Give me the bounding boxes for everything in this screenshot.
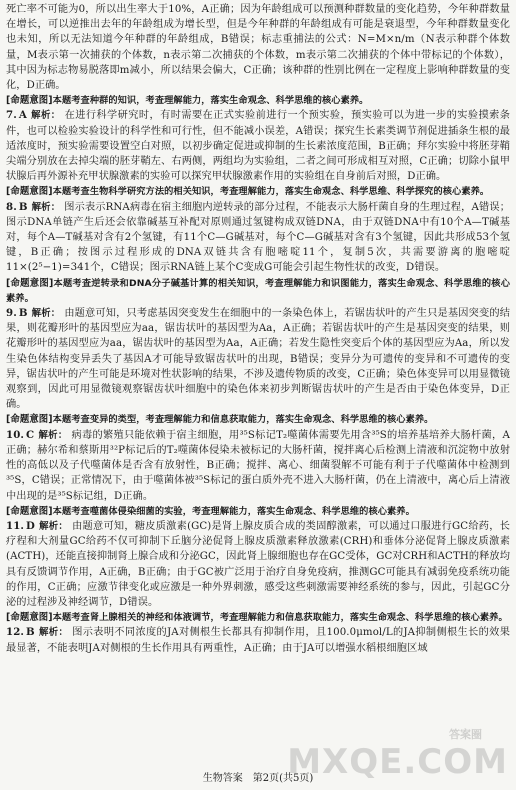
q7-number: 7.	[6, 109, 17, 122]
page-footer: 生物答案 第2页(共5页)	[202, 773, 314, 784]
q11-explanation	[6, 519, 510, 610]
q6-intent	[6, 93, 510, 108]
q12-number: 12.	[6, 626, 25, 639]
q9-text: 由题意可知，只考虑基因突变发生在细胞中的一条染色体上，若锯齿状叶的产生只是基因突变的结果，则花瓣形叶的基因型应为aa，锯齿状叶的基因型为Aa，A正确；若锯齿状叶的产生是基因突变的结果，则花瓣形叶的基因型应为aa，锯齿状叶的基因型为Aa，A正确；若发生隐性突变后个体的基因型应为Aa，所以发生染色体结构变异丢失了基因A才可能导致锯齿状叶的出现，B错误；变异分为可遗传的变异和不可遗传的变异，锯齿状叶的产生可能是环境对性状影响的结果，不涉及遗传物质的改变，C正确；染色体变异可以用显微镜观察到，因此可用显微镜观察锯齿状叶细胞中的染色体来初步判断锯齿状叶的产生是否由于染色体变异，D正确。	[6, 308, 510, 411]
q10-intent-tag: [命题意图]	[6, 505, 53, 517]
q11-intent-tag: [命题意图]	[6, 612, 53, 624]
q10-answer: C	[26, 428, 35, 441]
q8-answer: B	[18, 200, 28, 213]
q6-intent-text: 本题考查种群的知识，考查理解能力，落实生命观念、科学思维的核心素养。	[52, 95, 369, 107]
q12-answer: B	[26, 626, 35, 639]
q7-intent-tag: [命题意图]	[6, 186, 53, 198]
answer-page	[6, 2, 510, 656]
watermark-small: 答案圈	[449, 728, 482, 741]
q6-intent-tag: [命题意图]	[6, 95, 53, 107]
q8-intent-tag: [命题意图]	[6, 277, 54, 289]
q12-explanation	[6, 625, 510, 655]
q9-explanation	[6, 306, 510, 412]
q11-intent	[6, 610, 510, 625]
q8-number: 8.	[6, 200, 17, 213]
q11-text: 由题意可知，糖皮质激素(GC)是肾上腺皮质合成的类固醇激素，可以通过口服进行GC给药，长疗程和大剂量GC给药不仅可抑制下丘脑分泌促肾上腺皮质激素释放激素(CRH)和垂体分泌促肾上腺皮质激素(ACTH)，还能直接抑制肾上腺合成和分泌GC，因此肾上腺细胞也存在GC受体，GC对CRH和ACTH的释放均具有反馈调节作用，A正确，B正确；由于GC被广泛用于治疗自身免疫病，推测GC可能具有减弱免疫系统功能的作用，C正确；应激节律变化或应激是一种外界刺激，感受这些刺激需要神经系统的参与，因此，引起GC分泌的过程涉及神经调节，D错误。	[6, 520, 510, 608]
q9-label: 解析：	[31, 308, 61, 320]
q7-label: 解析：	[30, 110, 61, 122]
q11-intent-text: 本题考查肾上腺相关的神经和体液调节，考查理解能力和信息获取能力，落实生命观念、科学思维的核心素养。	[52, 612, 508, 624]
q9-answer: B	[18, 307, 28, 320]
q9-intent	[6, 412, 510, 427]
q9-intent-text: 本题考查变异的类型，考查理解能力和信息获取能力，落实生命观念、科学思维的核心素养。	[52, 414, 434, 426]
q10-label: 解析：	[38, 429, 68, 441]
q7-text: 在进行科学研究时，有时需要在正式实验前进行一个预实验，预实验可以为进一步的实验摸索条件，也可以检验实验设计的科学性和可行性，但不能减小误差，A错误；探究生长素类调节剂促进插条生根的最适浓度时，预实验需要设置空白对照，以初步确定促进或抑制的生长素浓度范围，B正确；拜尔实验中将胚芽鞘尖端分别放在去掉尖端的胚芽鞘左、右两侧，两组均为实验组，二者之间可形成相互对照，C正确；切除小鼠甲状腺后再外源补充甲状腺激素的实验可以探究甲状腺激素作用的实验组在自身前后对照，D正确。	[6, 110, 510, 183]
q12-text: 图示表明不同浓度的JA对侧根生长都具有抑制作用，且100.0μmol/L的JA抑制侧根生长的效果最显著，不能表明JA对侧根的生长作用具有两重性，A正确；由于JA可以增强水稻根细胞区域	[6, 627, 510, 654]
q8-explanation	[6, 200, 510, 276]
q11-label: 解析：	[38, 520, 69, 532]
watermark-logo: MXQE.COM	[287, 742, 508, 782]
q10-intent-text: 本题考查噬菌体侵染细菌的实验，考查理解能力，落实生命观念、科学思维的核心素养。	[52, 505, 415, 517]
q8-label: 解析：	[31, 201, 61, 213]
q7-intent-text: 本题考查生物科学研究方法的相关知识，考查理解能力，落实生命观念、科学思维、科学探究的核心素养。	[52, 186, 490, 198]
q10-number: 10.	[6, 428, 25, 441]
q8-text: 图示表示RNA病毒在宿主细胞内逆转录的部分过程，不能表示大肠杆菌自身的生理过程，A错误；图示DNA单链产生后还会依靠碱基互补配对原则通过氢键构成双链DNA，由于双链DNA中有10个A—T碱基对，每个A—T碱基对含有2个氢键，有11个C—G碱基对，每个C—G碱基对含有3个氢键，因此共形成53个氢键，B正确；按图示过程形成的DNA双链共含有胞嘧啶11个，复制5次，共需要游离的胞嘧啶11×(2⁵−1)=341个，C错误；图示RNA链上某个C变成G可能会引起生物性状的改变，D错误。	[6, 201, 510, 274]
q6-tail-text: 死亡率不可能为0，所以出生率大于10%，A正确；因为年龄组成可以预测种群数量的变化趋势，今年种群数量在增长，可以逆推出去年的年龄组成为增长型，但是今年种群的年龄组成有可能是衰退型，今年种群数量变化也未知，所以无法知道今年种群的年龄组成，B错误；标志重捕法的公式：N=M×n/m（N表示种群个体数量，M表示第一次捕获的个体数，n表示第二次捕获的个体数，m表示第二次捕获的个体中带标记的个体数），其中因为标志物易脱落即m减小，所以结果会偏大，C正确；该种群的性别比例在一定程度上影响种群数量的变化，D正确。	[6, 4, 510, 92]
q10-text: 病毒的繁殖只能依赖于宿主细胞，用³⁵S标记T₂噬菌体需要先用含³⁵S的培养基培养大肠杆菌，A正确；赫尔希和蔡斯用³²P标记后的T₂噬菌体侵染未被标记的大肠杆菌，搅拌离心后检测上清液和沉淀物中放射性的高低以及子代噬菌体是否含有放射性，B正确；搅拌、离心、细菌裂解不可能有利于子代噬菌体中检测到³⁵S，C错误；正常情况下，由于噬菌体被³⁵S标记的蛋白质外壳不进入大肠杆菌，仍在上清液中，离心后上清液中出现的是³⁵S标记组，D正确。	[6, 429, 510, 502]
q7-intent	[6, 184, 510, 199]
q8-intent-text: 本题考查逆转录和DNA分子碱基计算的相关知识，考查理解能力和识图能力，落实生命观念、科学思维的核心素养。	[6, 277, 511, 304]
q11-answer: D	[26, 519, 35, 532]
q9-number: 9.	[6, 307, 17, 320]
q10-explanation	[6, 428, 510, 504]
q10-intent	[6, 504, 510, 519]
q8-intent	[6, 276, 510, 306]
q11-number: 11.	[6, 519, 25, 532]
q12-label: 解析：	[38, 627, 69, 639]
q7-answer: A	[18, 109, 27, 122]
q9-intent-tag: [命题意图]	[6, 414, 53, 426]
q7-explanation	[6, 108, 510, 184]
